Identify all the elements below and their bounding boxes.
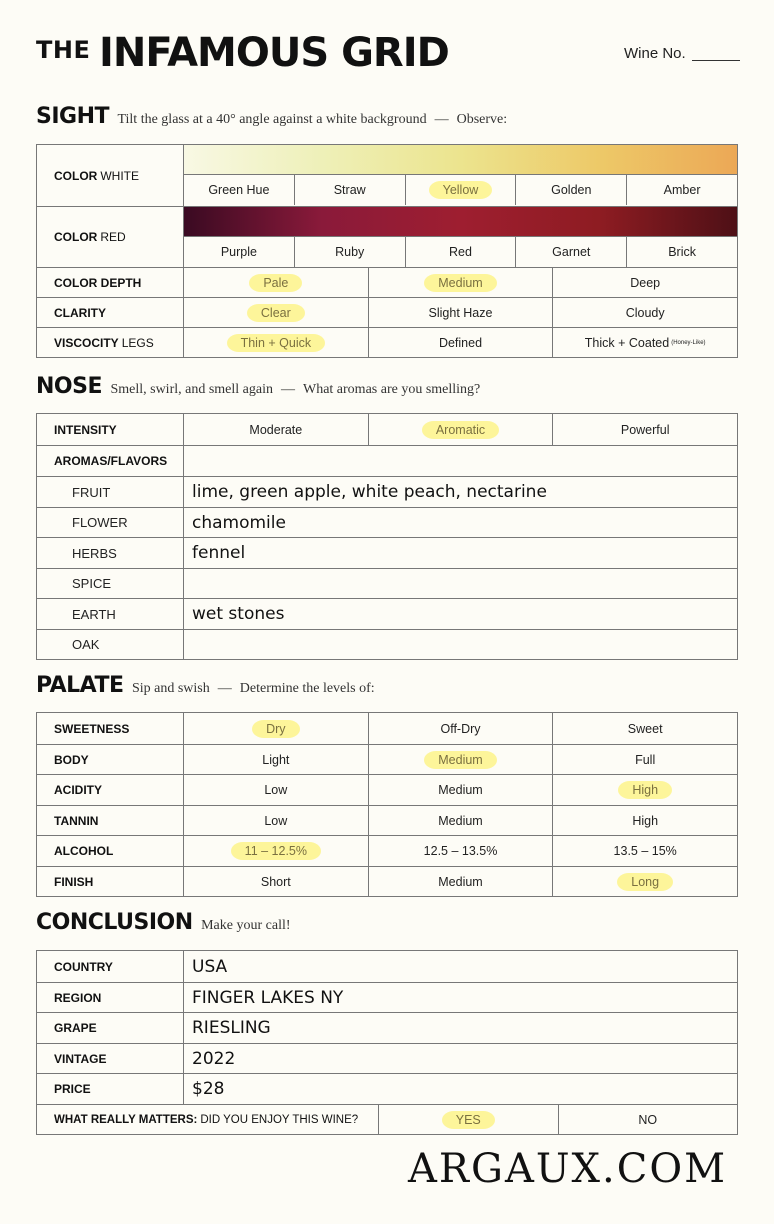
option-text: Clear [247, 304, 305, 322]
option-text: Brick [668, 245, 696, 259]
option-aromatic-selected[interactable] [369, 414, 554, 445]
color-red-label-bold: COLOR [54, 230, 98, 244]
palate-subtitle-text: Sip and swish [131, 681, 210, 696]
option-text: Ruby [335, 245, 365, 259]
sweetness-options [184, 713, 737, 744]
option-clear-selected[interactable] [184, 298, 369, 327]
option-high-acidity-selected[interactable] [553, 775, 737, 805]
acidity-label-bold: ACIDITY [54, 783, 102, 797]
option-pale-selected[interactable] [184, 268, 369, 297]
color-white-label-bold: COLOR [54, 168, 98, 183]
country-label [37, 951, 184, 982]
option-alcohol-high[interactable] [553, 836, 737, 866]
option-text: Slight Haze [428, 305, 493, 320]
intensity-options [184, 414, 737, 445]
matters-label-rest: DID YOU ENJOY THIS WINE? [200, 1113, 359, 1126]
argaux-logo: ARGAUX.COM [408, 1146, 728, 1192]
acidity-options [184, 775, 737, 805]
option-text: Pale [249, 274, 302, 292]
option-text: Purple [220, 245, 257, 259]
option-red[interactable] [406, 237, 517, 267]
viscosity-label [37, 328, 184, 357]
option-text: YES [442, 1111, 495, 1129]
aroma-value-spice[interactable] [184, 569, 737, 598]
conclusion-heading [36, 910, 291, 935]
option-ruby[interactable] [295, 237, 406, 267]
option-low-acidity[interactable] [184, 775, 369, 805]
option-brick[interactable] [627, 237, 737, 267]
conclusion-grid [36, 950, 738, 1135]
matters-row [37, 1104, 737, 1134]
palate-subtitle [132, 681, 375, 696]
option-alcohol-mid[interactable] [369, 836, 554, 866]
option-text: Dry [252, 720, 299, 738]
matters-label-bold: WHAT REALLY MATTERS: [54, 1113, 198, 1126]
option-text: Golden [551, 183, 592, 197]
option-defined[interactable] [369, 328, 554, 357]
option-text: Medium [438, 813, 483, 828]
option-text: Garnet [552, 245, 591, 259]
nose-dash: — [280, 382, 295, 397]
option-medium-acidity[interactable] [369, 775, 554, 805]
option-purple[interactable] [184, 237, 295, 267]
color-white-label-rest: WHITE [100, 168, 140, 183]
aromas-label-bold: AROMAS/FLAVORS [54, 454, 168, 468]
sight-grid [36, 144, 738, 358]
sweetness-label-bold: SWEETNESS [54, 721, 130, 736]
color-red-label-rest: RED [100, 230, 126, 244]
wine-number-field[interactable] [624, 45, 740, 62]
aroma-label-earth: EARTH [37, 599, 184, 629]
white-color-gradient [184, 145, 737, 175]
nose-prompt: What aromas are you smelling? [302, 382, 481, 397]
color-white-row [37, 145, 737, 206]
tannin-label-bold: TANNIN [54, 813, 99, 828]
sight-subtitle [117, 112, 507, 127]
option-text: 12.5 – 13.5% [423, 844, 498, 858]
matters-label [37, 1105, 379, 1134]
intensity-label [37, 414, 184, 445]
aroma-row-earth [37, 598, 737, 629]
aroma-label-spice: SPICE [37, 569, 184, 598]
intensity-row [37, 414, 737, 445]
option-green-hue[interactable] [184, 175, 295, 205]
sight-title: SIGHT [36, 104, 110, 129]
option-text: Straw [333, 183, 366, 197]
conclusion-title: CONCLUSION [36, 910, 193, 935]
color-red-row [37, 206, 737, 267]
aromas-header-row [37, 445, 737, 476]
option-powerful[interactable] [553, 414, 737, 445]
color-white-label [37, 145, 184, 206]
grape-row [37, 1012, 737, 1043]
aroma-value-flower[interactable]: chamomile [192, 512, 286, 533]
option-slight-haze[interactable] [369, 298, 554, 327]
option-text: Cloudy [625, 305, 665, 320]
white-color-options [184, 175, 737, 205]
sight-dash: — [434, 112, 449, 127]
palate-heading [36, 673, 375, 698]
option-text: Medium [438, 783, 483, 797]
clarity-label [37, 298, 184, 327]
region-label-bold: REGION [54, 990, 102, 1005]
option-sweet[interactable] [553, 713, 737, 744]
option-full[interactable] [553, 745, 737, 774]
color-depth-options [184, 268, 737, 297]
wine-number-label: Wine No. [624, 45, 686, 62]
finish-row [37, 866, 737, 896]
option-thick-coated[interactable] [553, 328, 737, 357]
option-off-dry[interactable] [369, 713, 554, 744]
sight-prompt: Observe: [456, 112, 508, 127]
aroma-label-fruit: FRUIT [37, 477, 184, 507]
region-row [37, 982, 737, 1012]
price-row [37, 1073, 737, 1104]
region-value[interactable]: FINGER LAKES NY [192, 987, 344, 1008]
viscosity-label-bold: VISCOCITY [54, 335, 119, 350]
option-text: High [632, 813, 659, 828]
viscosity-row [37, 327, 737, 357]
clarity-row [37, 297, 737, 327]
finish-label [37, 867, 184, 896]
option-thin-quick-selected[interactable] [184, 328, 369, 357]
alcohol-label [37, 836, 184, 866]
option-text: Light [262, 752, 290, 767]
aroma-label-flower: FLOWER [37, 508, 184, 537]
aromas-header-empty [184, 446, 737, 476]
body-options [184, 745, 737, 774]
option-text: Short [260, 874, 291, 889]
aroma-row-spice [37, 568, 737, 598]
nose-subtitle-text: Smell, swirl, and smell again [110, 382, 273, 397]
option-low-tannin[interactable] [184, 806, 369, 835]
option-text: Medium [438, 874, 483, 889]
option-short[interactable] [184, 867, 369, 896]
option-text: Full [635, 752, 656, 767]
alcohol-row [37, 835, 737, 866]
option-text: Low [264, 783, 288, 797]
option-dry-selected[interactable] [184, 713, 369, 744]
option-text: Amber [663, 183, 701, 197]
tannin-options [184, 806, 737, 835]
option-text: Medium [424, 274, 496, 292]
price-label [37, 1074, 184, 1104]
aroma-label-oak: OAK [37, 630, 184, 659]
option-medium-selected[interactable] [369, 268, 554, 297]
matters-options [379, 1105, 737, 1134]
sweetness-label [37, 713, 184, 744]
aromas-label [37, 446, 184, 476]
option-text: Thick + Coated [584, 335, 670, 350]
red-color-gradient [184, 207, 737, 237]
vintage-value[interactable]: 2022 [192, 1048, 236, 1069]
body-label [37, 745, 184, 774]
option-text: Red [449, 245, 472, 259]
aroma-value-fruit[interactable]: lime, green apple, white peach, nectarine [192, 482, 547, 502]
sweetness-row [37, 713, 737, 744]
nose-title: NOSE [36, 374, 102, 399]
option-deep[interactable] [553, 268, 737, 297]
option-text: Long [617, 873, 673, 891]
option-medium-body-selected[interactable] [369, 745, 554, 774]
intensity-label-bold: INTENSITY [54, 422, 117, 437]
option-text: High [618, 781, 672, 799]
color-depth-label-bold: COLOR DEPTH [54, 275, 142, 290]
option-text: NO [638, 1112, 658, 1127]
sight-heading [36, 104, 507, 129]
aroma-label-herbs: HERBS [37, 538, 184, 568]
nose-heading [36, 374, 480, 399]
aroma-value-earth[interactable]: wet stones [192, 604, 285, 624]
option-text: Medium [424, 751, 496, 769]
finish-label-bold: FINISH [54, 874, 94, 889]
tannin-row [37, 805, 737, 835]
aroma-value-oak[interactable] [184, 630, 737, 659]
option-text: Powerful [620, 422, 670, 437]
country-label-bold: COUNTRY [54, 959, 113, 974]
option-text: 11 – 12.5% [231, 842, 321, 860]
price-value[interactable]: $28 [192, 1079, 225, 1099]
option-alcohol-low-selected[interactable] [184, 836, 369, 866]
aroma-value-herbs[interactable]: fennel [192, 543, 246, 563]
grape-label-bold: GRAPE [54, 1021, 97, 1035]
acidity-row [37, 774, 737, 805]
option-high-tannin[interactable] [553, 806, 737, 835]
option-text: Deep [630, 275, 661, 290]
option-straw[interactable] [295, 175, 406, 205]
option-amber[interactable] [627, 175, 737, 205]
option-golden[interactable] [516, 175, 627, 205]
acidity-label [37, 775, 184, 805]
clarity-label-bold: CLARITY [54, 305, 106, 320]
option-text: Yellow [429, 181, 493, 199]
option-light[interactable] [184, 745, 369, 774]
aroma-row-fruit [37, 476, 737, 507]
color-depth-row [37, 267, 737, 297]
color-depth-label [37, 268, 184, 297]
option-text: Off-Dry [440, 721, 481, 736]
aroma-row-flower [37, 507, 737, 537]
price-label-bold: PRICE [54, 1082, 91, 1096]
alcohol-options [184, 836, 737, 866]
option-cloudy[interactable] [553, 298, 737, 327]
grape-label [37, 1013, 184, 1043]
option-note: (Honey-Like) [671, 339, 706, 346]
option-garnet[interactable] [516, 237, 627, 267]
color-white-block [184, 145, 737, 206]
aroma-row-oak [37, 629, 737, 659]
grape-value[interactable]: RIESLING [192, 1018, 271, 1038]
vintage-label [37, 1044, 184, 1073]
option-text: Defined [438, 335, 483, 350]
option-text: Moderate [249, 422, 303, 437]
option-text: Sweet [627, 721, 663, 736]
country-row [37, 951, 737, 982]
option-yellow-selected[interactable] [406, 175, 517, 205]
viscosity-options [184, 328, 737, 357]
option-text: Thin + Quick [227, 334, 326, 352]
title-main: INFAMOUS GRID [99, 30, 449, 76]
clarity-options [184, 298, 737, 327]
nose-subtitle [110, 382, 480, 397]
wine-number-line [692, 60, 740, 61]
finish-options [184, 867, 737, 896]
tannin-label [37, 806, 184, 835]
title-prefix: THE [36, 36, 91, 64]
color-red-label [37, 207, 184, 267]
option-text: 13.5 – 15% [613, 844, 677, 858]
country-value[interactable]: USA [192, 956, 228, 977]
body-row [37, 744, 737, 774]
palate-dash: — [217, 681, 232, 696]
vintage-row [37, 1043, 737, 1073]
option-moderate[interactable] [184, 414, 369, 445]
option-yes-selected[interactable] [379, 1105, 559, 1134]
alcohol-label-bold: ALCOHOL [54, 844, 114, 858]
conclusion-subtitle: Make your call! [201, 918, 291, 933]
option-text: Low [264, 813, 288, 828]
option-medium-tannin[interactable] [369, 806, 554, 835]
region-label [37, 983, 184, 1012]
palate-title: PALATE [36, 673, 124, 698]
sight-subtitle-text: Tilt the glass at a 40° angle against a white background [117, 112, 427, 127]
option-text: Green Hue [208, 183, 270, 197]
aroma-row-herbs [37, 537, 737, 568]
red-color-options [184, 237, 737, 267]
viscosity-label-rest: LEGS [121, 335, 154, 350]
option-long-selected[interactable] [553, 867, 737, 896]
palate-prompt: Determine the levels of: [239, 681, 375, 696]
option-medium-finish[interactable] [369, 867, 554, 896]
palate-grid [36, 712, 738, 897]
option-no[interactable] [559, 1105, 738, 1134]
body-label-bold: BODY [54, 752, 89, 767]
vintage-label-bold: VINTAGE [54, 1051, 107, 1066]
color-red-block [184, 207, 737, 267]
option-text: Aromatic [422, 421, 499, 439]
nose-grid [36, 413, 738, 660]
